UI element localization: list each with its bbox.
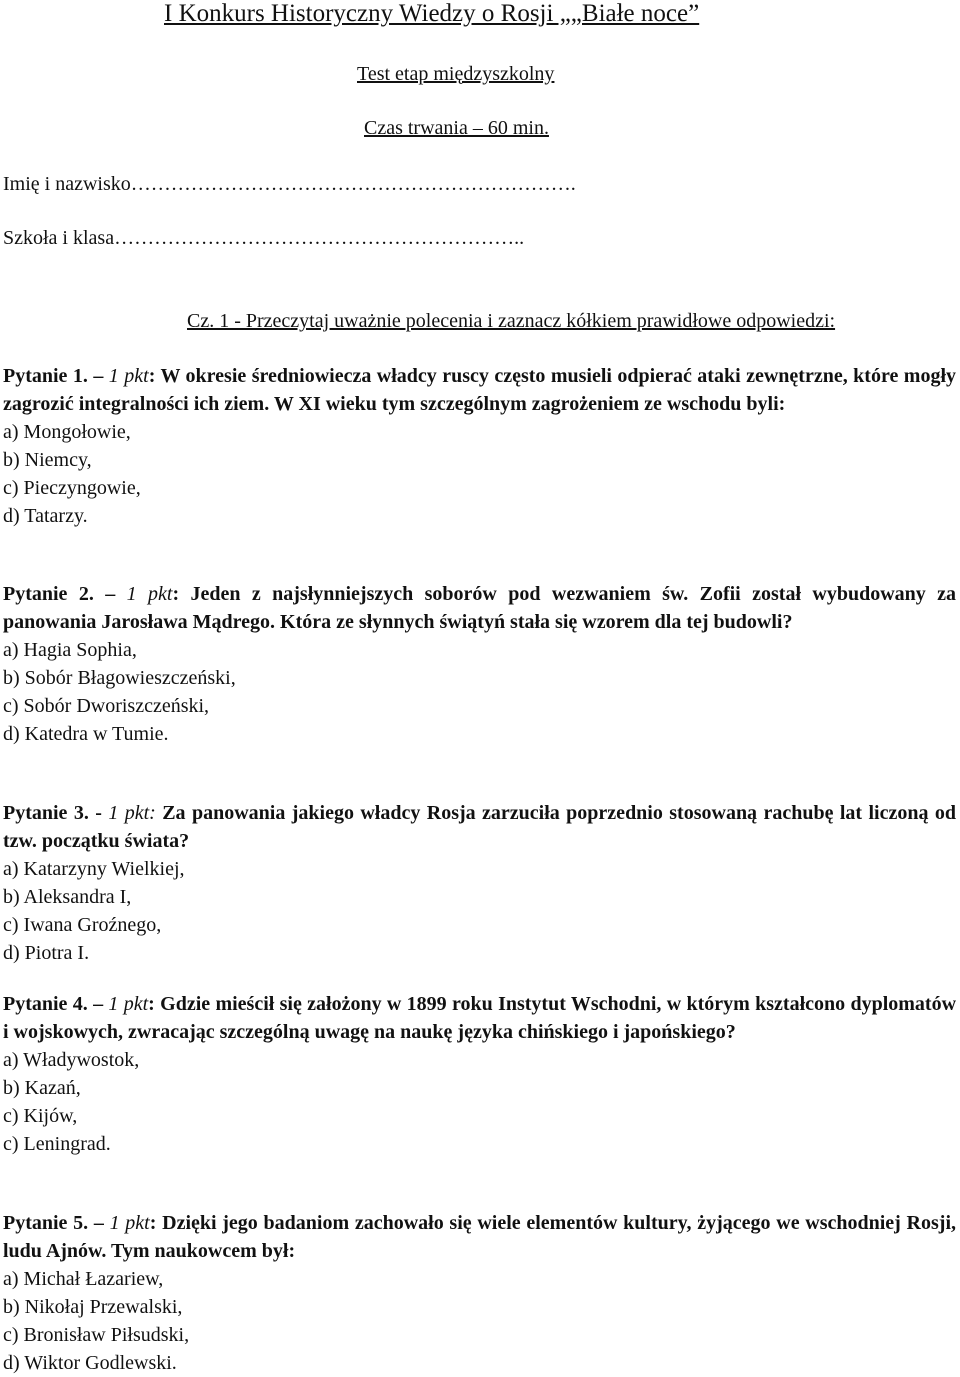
question-2-option-d[interactable]: d) Katedra w Tumie. bbox=[3, 723, 169, 745]
question-4-text: : Gdzie mieścił się założony w 1899 roku Instytut Wschodni, w którym kształcono dyplomatów i wojskowych, zwracając szczególną uwagę na naukę języka chińskiego i japońskiego? bbox=[3, 993, 957, 1043]
name-field[interactable]: Imię i nazwisko…………………………………………………………. bbox=[3, 173, 576, 195]
question-1-text: : W okresie średniowiecza władcy ruscy często musieli odpierać ataki zewnętrzne, które mogły zagrozić integralności ich ziem. W XI wieku tym szczególnym zagrożeniem ze wschodu byli: bbox=[3, 365, 957, 415]
question-4-option-a[interactable]: a) Władywostok, bbox=[3, 1049, 140, 1071]
question-2-option-b[interactable]: b) Sobór Błagowieszczeński, bbox=[3, 667, 236, 689]
test-stage: Test etap międzyszkolny bbox=[357, 63, 555, 85]
question-2 bbox=[0, 580, 960, 748]
question-4-sep: – bbox=[87, 993, 109, 1015]
question-5-points: 1 pkt bbox=[109, 1212, 150, 1234]
question-4-option-c[interactable]: c) Kijów, bbox=[3, 1105, 78, 1127]
question-4-label: Pytanie 4. bbox=[3, 993, 88, 1015]
question-3-label: Pytanie 3. bbox=[3, 802, 89, 824]
question-5-option-a[interactable]: a) Michał Łazariew, bbox=[3, 1268, 164, 1290]
question-2-label: Pytanie 2. bbox=[3, 583, 94, 605]
question-5-option-b[interactable]: b) Nikołaj Przewalski, bbox=[3, 1296, 183, 1318]
question-2-text: : Jeden z najsłynniejszych soborów pod wezwaniem św. Zofii został wybudowany za panowania Jarosława Mądrego. Która ze słynnych świątyń stała się wzorem dla tej budowli? bbox=[3, 583, 957, 633]
question-5-sep: – bbox=[88, 1212, 110, 1234]
question-2-option-c[interactable]: c) Sobór Dworiszczeński, bbox=[3, 695, 210, 717]
question-4 bbox=[0, 990, 960, 1158]
question-4-prompt bbox=[0, 990, 960, 1046]
question-1-sep: – bbox=[87, 365, 109, 387]
question-3-option-a[interactable]: a) Katarzyny Wielkiej, bbox=[3, 858, 185, 880]
document-title: I Konkurs Historyczny Wiedzy o Rosji „„Białe noce” bbox=[164, 0, 700, 27]
question-2-prompt bbox=[0, 580, 960, 636]
question-1 bbox=[0, 362, 960, 530]
question-5-option-c[interactable]: c) Bronisław Piłsudski, bbox=[3, 1324, 190, 1346]
question-1-points: 1 pkt bbox=[108, 365, 149, 387]
question-1-option-c[interactable]: c) Pieczyngowie, bbox=[3, 477, 141, 499]
question-1-prompt bbox=[0, 362, 960, 418]
question-5-prompt bbox=[0, 1209, 960, 1265]
question-5 bbox=[0, 1209, 960, 1377]
question-4-points: 1 pkt bbox=[108, 993, 149, 1015]
test-duration: Czas trwania – 60 min. bbox=[364, 117, 549, 139]
question-1-label: Pytanie 1. bbox=[3, 365, 88, 387]
question-5-label: Pytanie 5. bbox=[3, 1212, 89, 1234]
question-3-prompt bbox=[0, 799, 960, 855]
question-3-option-b[interactable]: b) Aleksandra I, bbox=[3, 886, 132, 908]
school-field[interactable]: Szkoła i klasa…………………………………………………….. bbox=[3, 227, 525, 249]
question-3-sep: - bbox=[88, 802, 109, 824]
question-2-sep: – bbox=[93, 583, 127, 605]
question-1-option-a[interactable]: a) Mongołowie, bbox=[3, 421, 131, 443]
question-3-option-d[interactable]: d) Piotra I. bbox=[3, 942, 90, 964]
instruction: Cz. 1 - Przeczytaj uważnie polecenia i zaznacz kółkiem prawidłowe odpowiedzi: bbox=[187, 310, 836, 332]
question-3-text: Za panowania jakiego władcy Rosja zarzuciła poprzednio stosowaną rachubę lat liczoną od tzw. początku świata? bbox=[3, 802, 956, 852]
question-5-text: : Dzięki jego badaniom zachowało się wiele elementów kultury, żyjącego we wschodniej Rosji, ludu Ajnów. Tym naukowcem był: bbox=[3, 1212, 957, 1262]
question-3-points: 1 pkt: bbox=[108, 802, 156, 824]
question-4-option-b[interactable]: b) Kazań, bbox=[3, 1077, 81, 1099]
question-3-option-c[interactable]: c) Iwana Groźnego, bbox=[3, 914, 162, 936]
question-3 bbox=[0, 799, 960, 967]
question-5-option-d[interactable]: d) Wiktor Godlewski. bbox=[3, 1352, 177, 1374]
question-4-option-d[interactable]: c) Leningrad. bbox=[3, 1133, 111, 1155]
question-2-option-a[interactable]: a) Hagia Sophia, bbox=[3, 639, 137, 661]
question-1-option-b[interactable]: b) Niemcy, bbox=[3, 449, 92, 471]
question-2-points: 1 pkt bbox=[126, 583, 173, 605]
question-1-option-d[interactable]: d) Tatarzy. bbox=[3, 505, 88, 527]
